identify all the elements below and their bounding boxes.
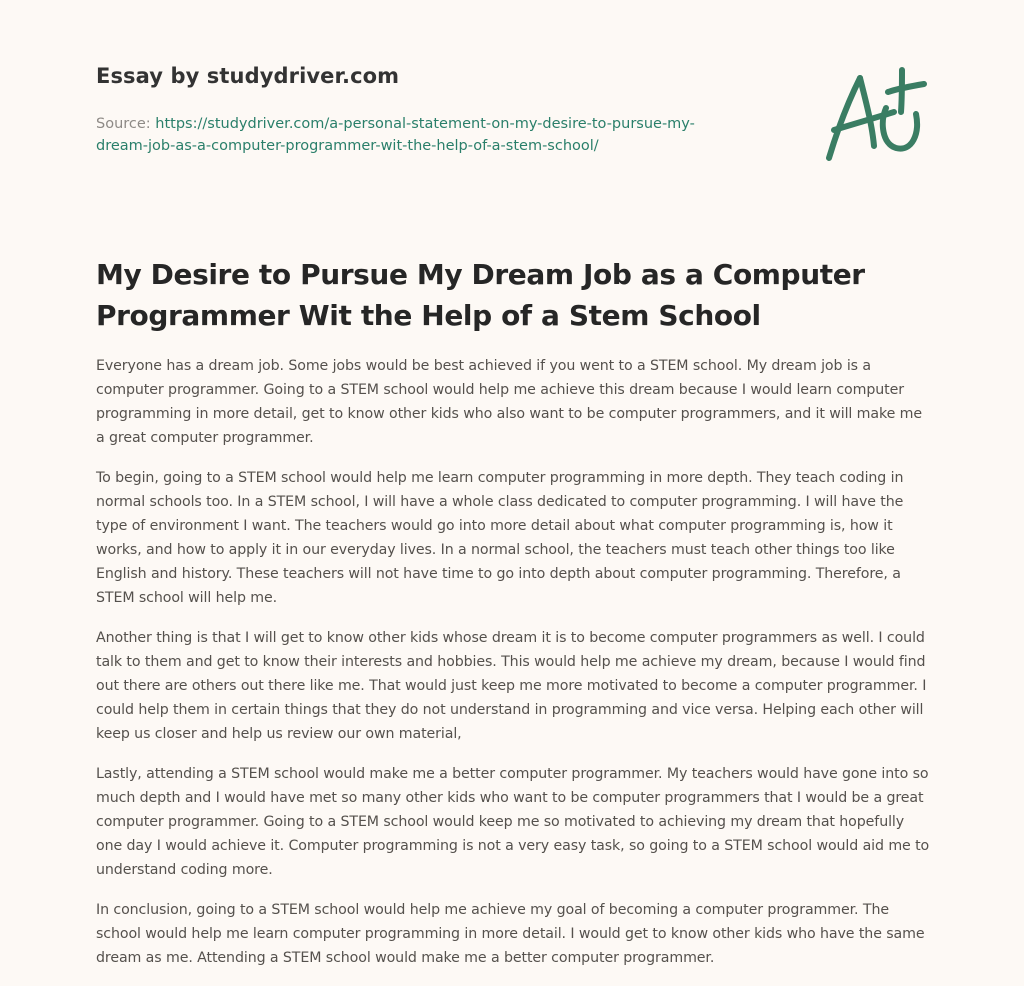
essay-paragraph: Another thing is that I will get to know other kids whose dream it is to become computer programmers as well. I could talk to them and get to know their interests and hobbies. This would help me achieve my dream, because I would find out there are others out there like me. That would just keep me more motivated to become a computer programmer. I could help them in certain things that they do not understand in programming and vice versa. Helping each other will keep us closer and help us review our own material, — [96, 630, 927, 742]
a-plus-logo-icon — [816, 66, 934, 166]
source-link[interactable] — [96, 116, 695, 154]
essay-paragraph: To begin, going to a STEM school would help me learn computer programming in more depth. They teach coding in normal schools too. In a STEM school, I will have a whole class dedicated to computer programming. I will have the type of environment I want. The teachers would go into more detail about what computer programming is, how it works, and how to apply it in our everyday lives. In a normal school, the teachers must teach other things too like English and history. These teachers will not have time to go into depth about computer programming. Therefore, a STEM school will help me. — [96, 470, 904, 606]
source-line — [96, 113, 796, 157]
essay-paragraph: Lastly, attending a STEM school would make me a better computer programmer. My teachers would have gone into so much depth and I would have met so many other kids who want to be computer programmers that I would be a great computer programmer. Going to a STEM school would keep me so motivated to achieving my dream that hopefully one day I would achieve it. Computer programming is not a very easy task, so going to a STEM school would aid me to understand coding more. — [96, 766, 930, 878]
essay-body — [96, 354, 934, 986]
a-plus-logo — [816, 66, 934, 166]
source-link-line-1: https://studydriver.com/a-personal-statement-on-my-desire-to-pursue-my- — [155, 116, 695, 132]
source-label: Source: — [96, 116, 151, 132]
essay-paragraph: Everyone has a dream job. Some jobs would be best achieved if you went to a STEM school. My dream job is a computer programmer. Going to a STEM school would help me achieve this dream because I would learn computer programming in more detail, get to know other kids who also want to be computer programmers, and it will make me a great computer programmer. — [96, 358, 922, 446]
essay-title: My Desire to Pursue My Dream Job as a Computer Programmer Wit the Help of a Stem School — [96, 258, 865, 332]
essay-paragraph: In conclusion, going to a STEM school would help me achieve my goal of becoming a computer programmer. The school would help me learn computer programming in more detail. I would get to know other kids who have the same dream as me. Attending a STEM school would make me a better computer programmer. — [96, 902, 925, 966]
source-link-line-2: dream-job-as-a-computer-programmer-wit-the-help-of-a-stem-school/ — [96, 138, 599, 154]
site-brand-title: Essay by studydriver.com — [96, 64, 400, 88]
